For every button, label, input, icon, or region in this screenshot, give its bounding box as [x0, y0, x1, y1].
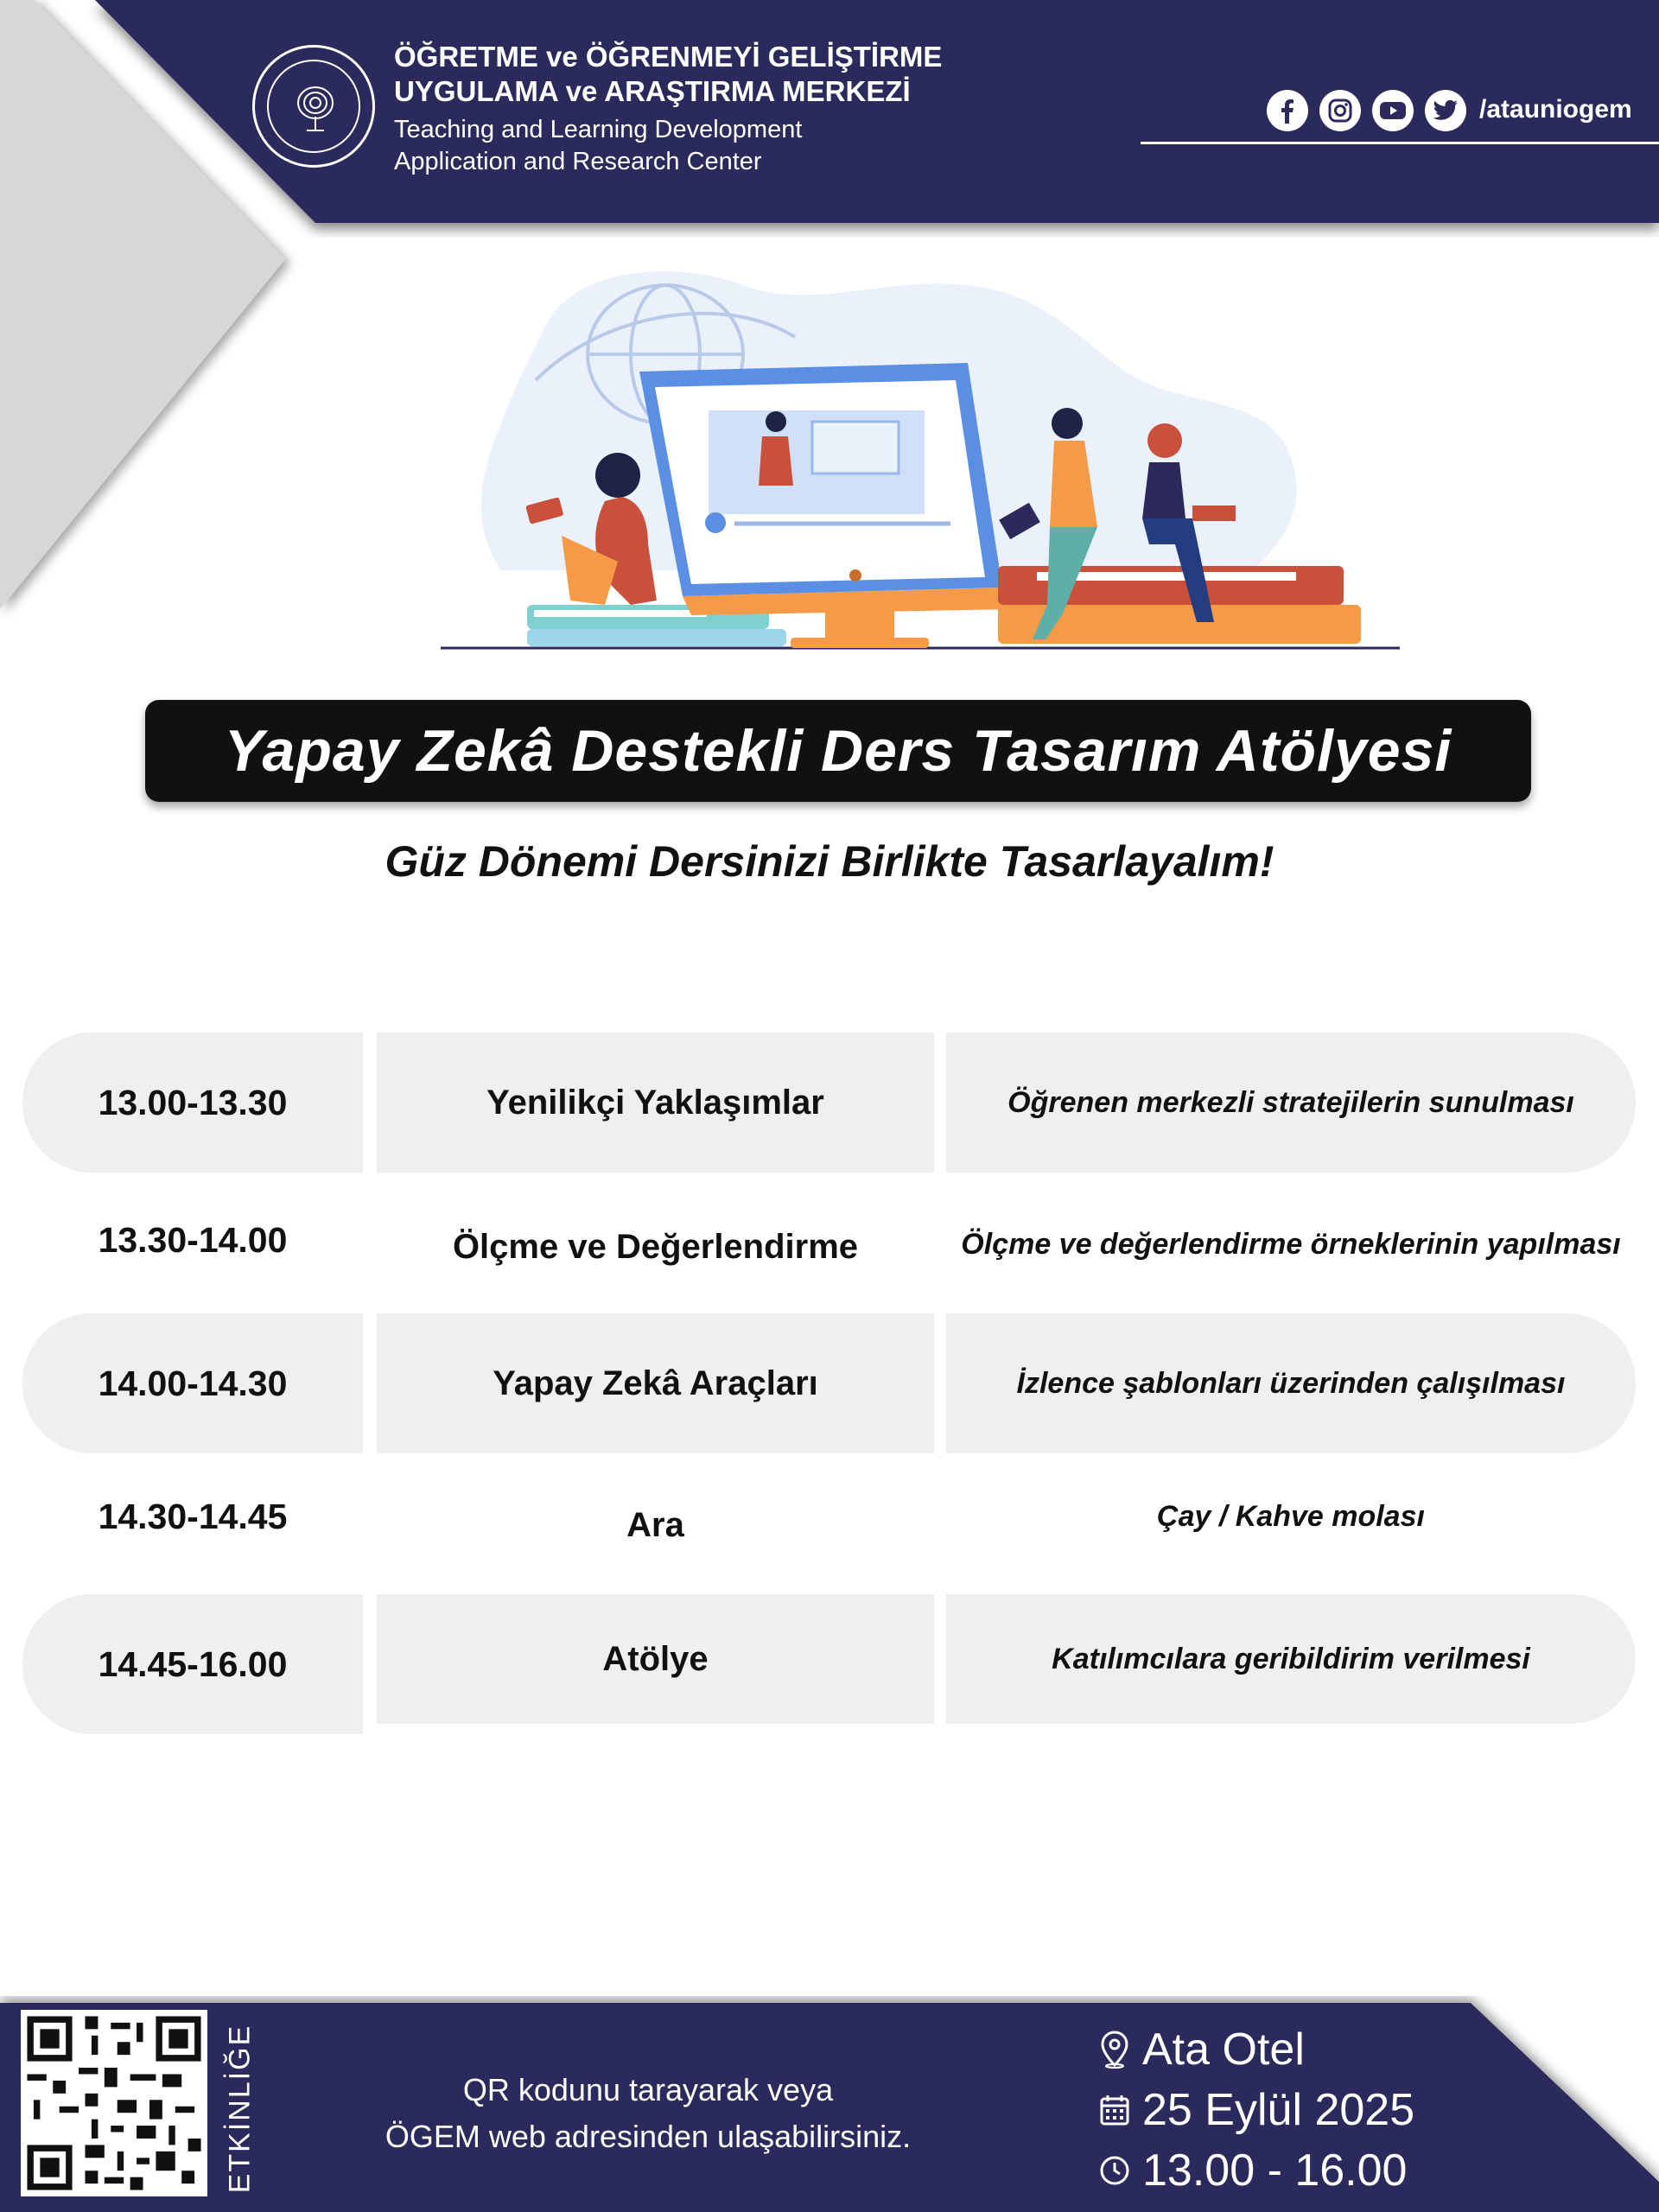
- online-learning-illustration: [432, 259, 1426, 657]
- instagram-icon[interactable]: [1319, 90, 1361, 131]
- schedule-row-1: [0, 1033, 1659, 1173]
- university-logo: [252, 45, 375, 168]
- qr-code[interactable]: [21, 2010, 207, 2196]
- date-text: 25 Eylül 2025: [1142, 2085, 1415, 2135]
- title-banner: [145, 700, 1531, 802]
- schedule-topic: Atölye: [377, 1594, 934, 1724]
- schedule-topic: Ara: [626, 1505, 684, 1544]
- schedule-row-2: [0, 1175, 1659, 1309]
- schedule-time: 14.00-14.30: [22, 1313, 363, 1453]
- schedule-row-5: [0, 1594, 1659, 1734]
- subtitle: Güz Dönemi Dersinizi Birlikte Tasarlayalım!: [385, 837, 1274, 886]
- location-pin-icon: [1099, 2031, 1130, 2069]
- footer-note-line2: ÖGEM web adresinden ulaşabilirsiniz.: [385, 2119, 912, 2154]
- schedule-description: İzlence şablonları üzerinden çalışılması: [946, 1313, 1636, 1453]
- clock-icon: [1099, 2155, 1130, 2186]
- org-name-en-line1: Teaching and Learning Development: [394, 116, 803, 143]
- time-text: 13.00 - 16.00: [1142, 2145, 1408, 2196]
- facebook-icon[interactable]: [1267, 90, 1308, 131]
- schedule-time: 14.30-14.45: [98, 1496, 288, 1536]
- schedule-topic: Ölçme ve Değerlendirme: [452, 1227, 859, 1266]
- location-text: Ata Otel: [1142, 2024, 1305, 2075]
- schedule-time: 14.45-16.00: [22, 1594, 363, 1734]
- vertical-label-text: ETKİNLİĞE: [223, 2024, 257, 2193]
- schedule-description: Çay / Kahve molası: [1157, 1499, 1425, 1533]
- org-name-en-line2: Application and Research Center: [394, 148, 762, 175]
- schedule-topic: Yenilikçi Yaklaşımlar: [377, 1033, 934, 1173]
- footer-note-line1: QR kodunu tarayarak veya: [462, 2072, 834, 2107]
- event-date: [1099, 2084, 1414, 2136]
- schedule-time: 13.00-13.30: [22, 1033, 363, 1173]
- social-divider: [1141, 142, 1659, 144]
- calendar-icon: [1099, 2094, 1130, 2126]
- twitter-icon[interactable]: [1425, 90, 1466, 131]
- schedule-description: Öğrenen merkezli stratejilerin sunulması: [946, 1033, 1636, 1173]
- schedule-row-3: [0, 1313, 1659, 1453]
- schedule-description: Katılımcılara geribildirim verilmesi: [946, 1594, 1636, 1724]
- org-name-tr-line1: ÖĞRETME ve ÖĞRENMEYİ GELİŞTİRME: [394, 41, 943, 73]
- vertical-label: [214, 2022, 266, 2195]
- youtube-icon[interactable]: [1372, 90, 1414, 131]
- schedule-topic: Yapay Zekâ Araçları: [377, 1313, 934, 1453]
- schedule-row-4: [0, 1456, 1659, 1590]
- event-location: [1099, 2024, 1305, 2075]
- schedule-description: Ölçme ve değerlendirme örneklerinin yapılması: [961, 1227, 1621, 1261]
- schedule-time: 13.30-14.00: [98, 1219, 288, 1260]
- org-name-tr-line2: UYGULAMA ve ARAŞTIRMA MERKEZİ: [394, 75, 911, 107]
- social-handle[interactable]: /atauniogem: [1479, 95, 1632, 124]
- event-time: [1099, 2145, 1407, 2196]
- page-title: Yapay Zekâ Destekli Ders Tasarım Atölyesi: [224, 718, 1452, 784]
- ataturk-university-seal-icon: [295, 84, 336, 132]
